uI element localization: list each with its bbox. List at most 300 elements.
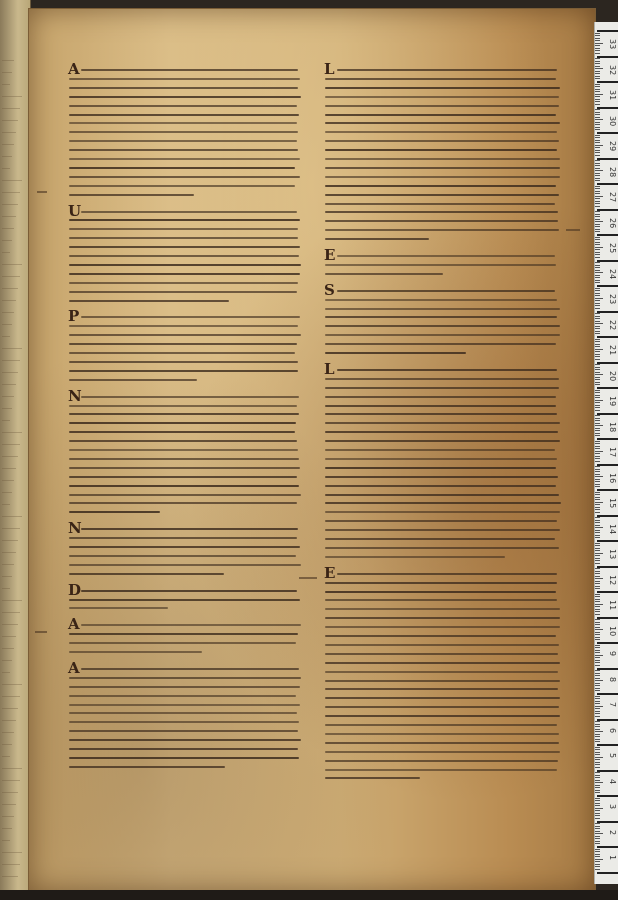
right-column-text-line <box>325 582 557 584</box>
ruler-number: 7 <box>608 702 617 708</box>
ruler-millimeter-tick <box>595 494 600 495</box>
ruler-millimeter-tick <box>595 354 600 355</box>
ruler-millimeter-tick <box>595 328 600 329</box>
ruler-millimeter-tick <box>595 512 600 513</box>
ruler-millimeter-tick <box>595 502 603 503</box>
ruler-number: 9 <box>608 651 617 657</box>
ruler-millimeter-tick <box>595 229 600 230</box>
ruler-millimeter-tick <box>595 147 600 148</box>
ruler-number: 28 <box>608 166 617 177</box>
ruler-millimeter-tick <box>595 257 600 258</box>
ruler-millimeter-tick <box>595 790 600 791</box>
ruler-millimeter-tick <box>595 752 600 753</box>
ruler-millimeter-tick <box>595 596 600 597</box>
ruler-millimeter-tick <box>595 104 600 105</box>
facing-page-text-line <box>2 180 22 181</box>
ruler-millimeter-tick <box>595 418 600 419</box>
ruler-millimeter-tick <box>595 76 600 77</box>
ruler-millimeter-tick <box>595 333 600 334</box>
ruler-millimeter-tick <box>595 532 600 533</box>
facing-page-text-line <box>2 420 10 421</box>
left-column-text-line <box>69 255 299 257</box>
ruler-millimeter-tick <box>595 53 600 54</box>
right-column-text-line <box>325 220 558 222</box>
ruler-centimeter-mark <box>597 362 618 364</box>
ruler-number: 26 <box>608 217 617 228</box>
ruler-millimeter-tick <box>595 609 600 610</box>
right-column-text-line <box>325 742 559 744</box>
ruler-millimeter-tick <box>595 38 600 39</box>
ruler-millimeter-tick <box>595 517 600 518</box>
ruler-millimeter-tick <box>595 754 600 755</box>
ruler-millimeter-tick <box>595 58 600 59</box>
ruler-millimeter-tick <box>595 650 600 651</box>
facing-page-text-line <box>2 132 16 133</box>
right-column-text-line <box>325 176 560 178</box>
facing-page-text-line <box>2 696 20 697</box>
left-column-text-line <box>81 316 300 318</box>
ruler-millimeter-tick <box>595 216 600 217</box>
ruler-millimeter-tick <box>595 833 603 834</box>
ruler-centimeter-mark <box>597 617 618 619</box>
ruler-millimeter-tick <box>595 522 600 523</box>
ruler-millimeter-tick <box>595 384 600 385</box>
right-column-text-line <box>337 573 557 575</box>
right-column-text-line <box>325 167 560 169</box>
left-column-text-line <box>69 573 224 575</box>
ruler-millimeter-tick <box>595 288 600 289</box>
left-column-text-line <box>69 422 296 424</box>
ruler-millimeter-tick <box>595 129 600 130</box>
marginal-note <box>299 577 317 579</box>
left-column-paragraph-initial: N <box>68 519 82 538</box>
left-column-text-line <box>69 449 298 451</box>
ruler-number: 2 <box>608 829 617 835</box>
ruler-number: 24 <box>608 268 617 279</box>
ruler-millimeter-tick <box>595 112 600 113</box>
facing-page-text-line <box>2 768 22 769</box>
ruler-millimeter-tick <box>595 698 600 699</box>
ruler-millimeter-tick <box>595 481 600 482</box>
left-column-text-line <box>69 748 298 750</box>
ruler-millimeter-tick <box>595 685 600 686</box>
ruler-centimeter-mark <box>597 795 618 797</box>
right-column-text-line <box>325 185 556 187</box>
ruler-millimeter-tick <box>595 836 600 837</box>
left-column-text-line <box>69 651 202 653</box>
right-column-text-line <box>325 485 556 487</box>
left-column-text-line <box>69 122 297 124</box>
left-column-text-line <box>69 228 298 230</box>
left-column-text-line <box>81 590 297 592</box>
ruler-millimeter-tick <box>595 581 600 582</box>
right-column-paragraph-initial: E <box>324 563 336 582</box>
ruler-number: 33 <box>608 39 617 50</box>
ruler-millimeter-tick <box>595 290 600 291</box>
ruler-millimeter-tick <box>595 716 600 717</box>
ruler-millimeter-tick <box>595 66 600 67</box>
right-column-text-line <box>325 502 561 504</box>
right-column-text-line <box>325 405 556 407</box>
ruler-millimeter-tick <box>595 555 600 556</box>
ruler-millimeter-tick <box>595 316 600 317</box>
ruler-millimeter-tick <box>595 359 600 360</box>
facing-page-text-line <box>2 336 10 337</box>
right-column-text-line <box>325 476 558 478</box>
ruler-millimeter-tick <box>595 226 600 227</box>
facing-page-text-line <box>2 276 20 277</box>
ruler-millimeter-tick <box>595 140 600 141</box>
ruler-centimeter-mark <box>597 642 618 644</box>
ruler-millimeter-tick <box>595 84 600 85</box>
ruler-millimeter-tick <box>595 109 600 110</box>
facing-page-text-line <box>2 864 20 865</box>
left-column-text-line <box>69 677 301 679</box>
left-column-text-line <box>69 458 299 460</box>
ruler-millimeter-tick <box>595 706 603 707</box>
ruler-millimeter-tick <box>595 68 603 69</box>
left-column-paragraph-initial: N <box>68 386 82 405</box>
ruler-millimeter-tick <box>595 527 603 528</box>
right-column-paragraph-initial: E <box>324 246 336 264</box>
left-column-text-line <box>69 476 297 478</box>
ruler-millimeter-tick <box>595 265 600 266</box>
ruler-millimeter-tick <box>595 214 600 215</box>
ruler-millimeter-tick <box>595 441 600 442</box>
ruler-millimeter-tick <box>595 573 600 574</box>
facing-page-text-line <box>2 72 12 73</box>
ruler-millimeter-tick <box>595 313 600 314</box>
ruler-millimeter-tick <box>595 476 603 477</box>
right-column-text-line <box>325 299 557 301</box>
ruler-millimeter-tick <box>595 186 600 187</box>
facing-page-text-line <box>2 756 10 757</box>
ruler-millimeter-tick <box>595 772 600 773</box>
ruler-millimeter-tick <box>595 780 600 781</box>
facing-page-text-line <box>2 540 18 541</box>
ruler-millimeter-tick <box>595 196 603 197</box>
ruler-millimeter-tick <box>595 33 600 34</box>
right-column-text-line <box>325 680 560 682</box>
left-column-text-line <box>69 343 297 345</box>
facing-page-text-line <box>2 108 20 109</box>
right-column-text-line <box>325 114 556 116</box>
ruler-centimeter-mark <box>597 234 618 236</box>
ruler-centimeter-mark <box>597 821 618 823</box>
left-column-text-line <box>69 739 301 741</box>
ruler-centimeter-mark <box>597 744 618 746</box>
ruler-millimeter-tick <box>595 734 600 735</box>
ruler-millimeter-tick <box>595 787 600 788</box>
ruler-millimeter-tick <box>595 798 600 799</box>
right-column-text-line <box>325 273 443 275</box>
right-column-text-line <box>325 334 560 336</box>
facing-page-text-line <box>2 468 16 469</box>
right-column-text-line <box>325 599 557 601</box>
ruler-millimeter-tick <box>595 601 600 602</box>
scale-ruler <box>594 22 618 884</box>
ruler-millimeter-tick <box>595 652 600 653</box>
right-column-text-line <box>325 529 560 531</box>
ruler-millimeter-tick <box>595 553 603 554</box>
facing-page-edge <box>0 0 31 900</box>
right-column-text-line <box>325 494 559 496</box>
left-column-text-line <box>69 291 297 293</box>
facing-page-text-line <box>2 360 20 361</box>
ruler-millimeter-tick <box>595 456 600 457</box>
right-column-text-line <box>337 369 557 371</box>
ruler-centimeter-mark <box>597 107 618 109</box>
ruler-millimeter-tick <box>595 583 600 584</box>
left-column-paragraph-initial: A <box>68 615 80 634</box>
ruler-millimeter-tick <box>595 560 600 561</box>
facing-page-text-line <box>2 444 20 445</box>
ruler-millimeter-tick <box>595 843 600 844</box>
ruler-millimeter-tick <box>595 599 600 600</box>
facing-page-text-line <box>2 612 20 613</box>
ruler-millimeter-tick <box>595 866 600 867</box>
ruler-millimeter-tick <box>595 356 600 357</box>
left-column-text-line <box>69 431 295 433</box>
left-column-text-line <box>69 467 300 469</box>
ruler-millimeter-tick <box>595 119 603 120</box>
left-column-text-line <box>69 712 297 714</box>
ruler-millimeter-tick <box>595 749 600 750</box>
ruler-millimeter-tick <box>595 484 600 485</box>
ruler-millimeter-tick <box>595 152 600 153</box>
facing-page-text-line <box>2 240 12 241</box>
ruler-number: 14 <box>608 523 617 534</box>
right-column-text-line <box>325 626 560 628</box>
left-column-text-line <box>69 96 301 98</box>
ruler-centimeter-mark <box>597 311 618 313</box>
ruler-millimeter-tick <box>595 762 600 763</box>
ruler-centimeter-mark <box>597 515 618 517</box>
ruler-millimeter-tick <box>595 303 600 304</box>
right-column-text-line <box>325 203 555 205</box>
ruler-millimeter-tick <box>595 272 603 273</box>
ruler-millimeter-tick <box>595 670 600 671</box>
left-column-paragraph-initial: A <box>68 60 80 78</box>
facing-page-text-line <box>2 492 12 493</box>
facing-page-text-line <box>2 588 10 589</box>
ruler-millimeter-tick <box>595 647 600 648</box>
ruler-centimeter-mark <box>597 566 618 568</box>
left-column-paragraph-initial: D <box>68 580 82 599</box>
ruler-millimeter-tick <box>595 321 600 322</box>
left-column-text-line <box>69 413 299 415</box>
ruler-centimeter-mark <box>597 591 618 593</box>
ruler-millimeter-tick <box>595 815 600 816</box>
left-column-text-line <box>69 695 296 697</box>
right-column-text-line <box>325 547 559 549</box>
left-column-text-line <box>81 69 298 71</box>
ruler-millimeter-tick <box>595 252 600 253</box>
ruler-centimeter-mark <box>597 872 618 874</box>
ruler-millimeter-tick <box>595 721 600 722</box>
ruler-millimeter-tick <box>595 127 600 128</box>
facing-page-text-line <box>2 624 18 625</box>
ruler-millimeter-tick <box>595 486 600 487</box>
left-column-text-line <box>69 642 296 644</box>
ruler-millimeter-tick <box>595 627 600 628</box>
left-column-text-line <box>81 396 299 398</box>
ruler-millimeter-tick <box>595 331 600 332</box>
left-column-text-line <box>69 158 300 160</box>
ruler-millimeter-tick <box>595 594 600 595</box>
ruler-millimeter-tick <box>595 448 600 449</box>
ruler-centimeter-mark <box>597 693 618 695</box>
facing-page-text-line <box>2 552 16 553</box>
left-column-text-line <box>69 704 300 706</box>
left-column-text-line <box>69 237 298 239</box>
left-column-text-line <box>81 211 297 213</box>
ruler-millimeter-tick <box>595 854 600 855</box>
ruler-millimeter-tick <box>595 724 600 725</box>
left-column-text-line <box>69 114 299 116</box>
ruler-millimeter-tick <box>595 344 600 345</box>
ruler-millimeter-tick <box>595 479 600 480</box>
ruler-millimeter-tick <box>595 777 600 778</box>
right-column-text-line <box>337 255 555 257</box>
facing-page-text-line <box>2 660 12 661</box>
ruler-millimeter-tick <box>595 474 600 475</box>
ruler-millimeter-tick <box>595 443 600 444</box>
right-column-text-line <box>325 158 560 160</box>
left-column-text-line <box>69 502 297 504</box>
right-column-text-line <box>325 325 560 327</box>
ruler-millimeter-tick <box>595 466 600 467</box>
ruler-millimeter-tick <box>595 471 600 472</box>
ruler-millimeter-tick <box>595 198 600 199</box>
ruler-millimeter-tick <box>595 168 600 169</box>
ruler-millimeter-tick <box>595 578 603 579</box>
facing-page-text-line <box>2 576 12 577</box>
left-column-text-line <box>69 194 194 196</box>
ruler-millimeter-tick <box>595 614 600 615</box>
left-column-text-line <box>69 730 298 732</box>
ruler-millimeter-tick <box>595 530 600 531</box>
right-column-text-line <box>325 96 559 98</box>
ruler-millimeter-tick <box>595 430 600 431</box>
ruler-number: 6 <box>608 727 617 733</box>
ruler-millimeter-tick <box>595 492 600 493</box>
ruler-millimeter-tick <box>595 606 600 607</box>
right-column-text-line <box>325 591 556 593</box>
right-column-text-line <box>325 556 505 558</box>
ruler-millimeter-tick <box>595 142 600 143</box>
ruler-millimeter-tick <box>595 800 600 801</box>
right-column-text-line <box>325 352 466 354</box>
ruler-millimeter-tick <box>595 838 600 839</box>
left-column-text-line <box>69 599 300 601</box>
ruler-millimeter-tick <box>595 244 600 245</box>
ruler-number: 12 <box>608 574 617 585</box>
ruler-millimeter-tick <box>595 48 600 49</box>
ruler-millimeter-tick <box>595 298 603 299</box>
ruler-millimeter-tick <box>595 318 600 319</box>
ruler-millimeter-tick <box>595 96 600 97</box>
ruler-millimeter-tick <box>595 499 600 500</box>
ruler-centimeter-mark <box>597 719 618 721</box>
facing-page-text-line <box>2 264 22 265</box>
ruler-millimeter-tick <box>595 757 603 758</box>
right-column-paragraph-initial: L <box>324 359 335 378</box>
ruler-millimeter-tick <box>595 160 600 161</box>
ruler-millimeter-tick <box>595 739 600 740</box>
right-column-text-line <box>325 396 556 398</box>
ruler-centimeter-mark <box>597 81 618 83</box>
left-column-text-line <box>69 440 297 442</box>
ruler-millimeter-tick <box>595 435 600 436</box>
ruler-millimeter-tick <box>595 117 600 118</box>
ruler-millimeter-tick <box>595 792 600 793</box>
ruler-millimeter-tick <box>595 188 600 189</box>
ruler-millimeter-tick <box>595 341 600 342</box>
ruler-number: 5 <box>608 753 617 759</box>
right-column-text-line <box>325 538 555 540</box>
right-column-text-line <box>325 264 556 266</box>
facing-page-text-line <box>2 432 22 433</box>
ruler-millimeter-tick <box>595 349 603 350</box>
facing-page-text-line <box>2 504 10 505</box>
ruler-millimeter-tick <box>595 708 600 709</box>
ruler-millimeter-tick <box>595 665 600 666</box>
right-column-text-line <box>325 211 558 213</box>
ruler-millimeter-tick <box>595 191 600 192</box>
ruler-millimeter-tick <box>595 369 600 370</box>
right-column-text-line <box>325 715 560 717</box>
left-column-text-line <box>69 686 300 688</box>
ruler-millimeter-tick <box>595 163 600 164</box>
facing-page-text-line <box>2 648 14 649</box>
ruler-millimeter-tick <box>595 242 600 243</box>
ruler-millimeter-tick <box>595 726 600 727</box>
ruler-millimeter-tick <box>595 277 600 278</box>
ruler-millimeter-tick <box>595 247 603 248</box>
left-column-text-line <box>69 87 298 89</box>
ruler-millimeter-tick <box>595 864 600 865</box>
ruler-millimeter-tick <box>595 280 600 281</box>
ruler-millimeter-tick <box>595 813 600 814</box>
ruler-number: 16 <box>608 472 617 483</box>
facing-page-text-line <box>2 204 18 205</box>
ruler-millimeter-tick <box>595 40 600 41</box>
ruler-number: 23 <box>608 294 617 305</box>
facing-page-text-line <box>2 348 22 349</box>
ruler-millimeter-tick <box>595 323 603 324</box>
left-column-text-line <box>69 246 300 248</box>
ruler-number: 13 <box>608 549 617 560</box>
ruler-number: 25 <box>608 243 617 254</box>
ruler-millimeter-tick <box>595 662 600 663</box>
ruler-centimeter-mark <box>597 30 618 32</box>
left-column-text-line <box>69 546 300 548</box>
ruler-millimeter-tick <box>595 99 600 100</box>
right-column-paragraph-initial: S <box>324 280 335 299</box>
ruler-millimeter-tick <box>595 249 600 250</box>
ruler-millimeter-tick <box>595 73 600 74</box>
ruler-millimeter-tick <box>595 678 600 679</box>
ruler-millimeter-tick <box>595 767 600 768</box>
ruler-millimeter-tick <box>595 673 600 674</box>
ruler-millimeter-tick <box>595 170 603 171</box>
facing-page-text-line <box>2 144 14 145</box>
ruler-millimeter-tick <box>595 282 600 283</box>
ruler-millimeter-tick <box>595 683 600 684</box>
ruler-millimeter-tick <box>595 326 600 327</box>
left-column-text-line <box>69 494 301 496</box>
